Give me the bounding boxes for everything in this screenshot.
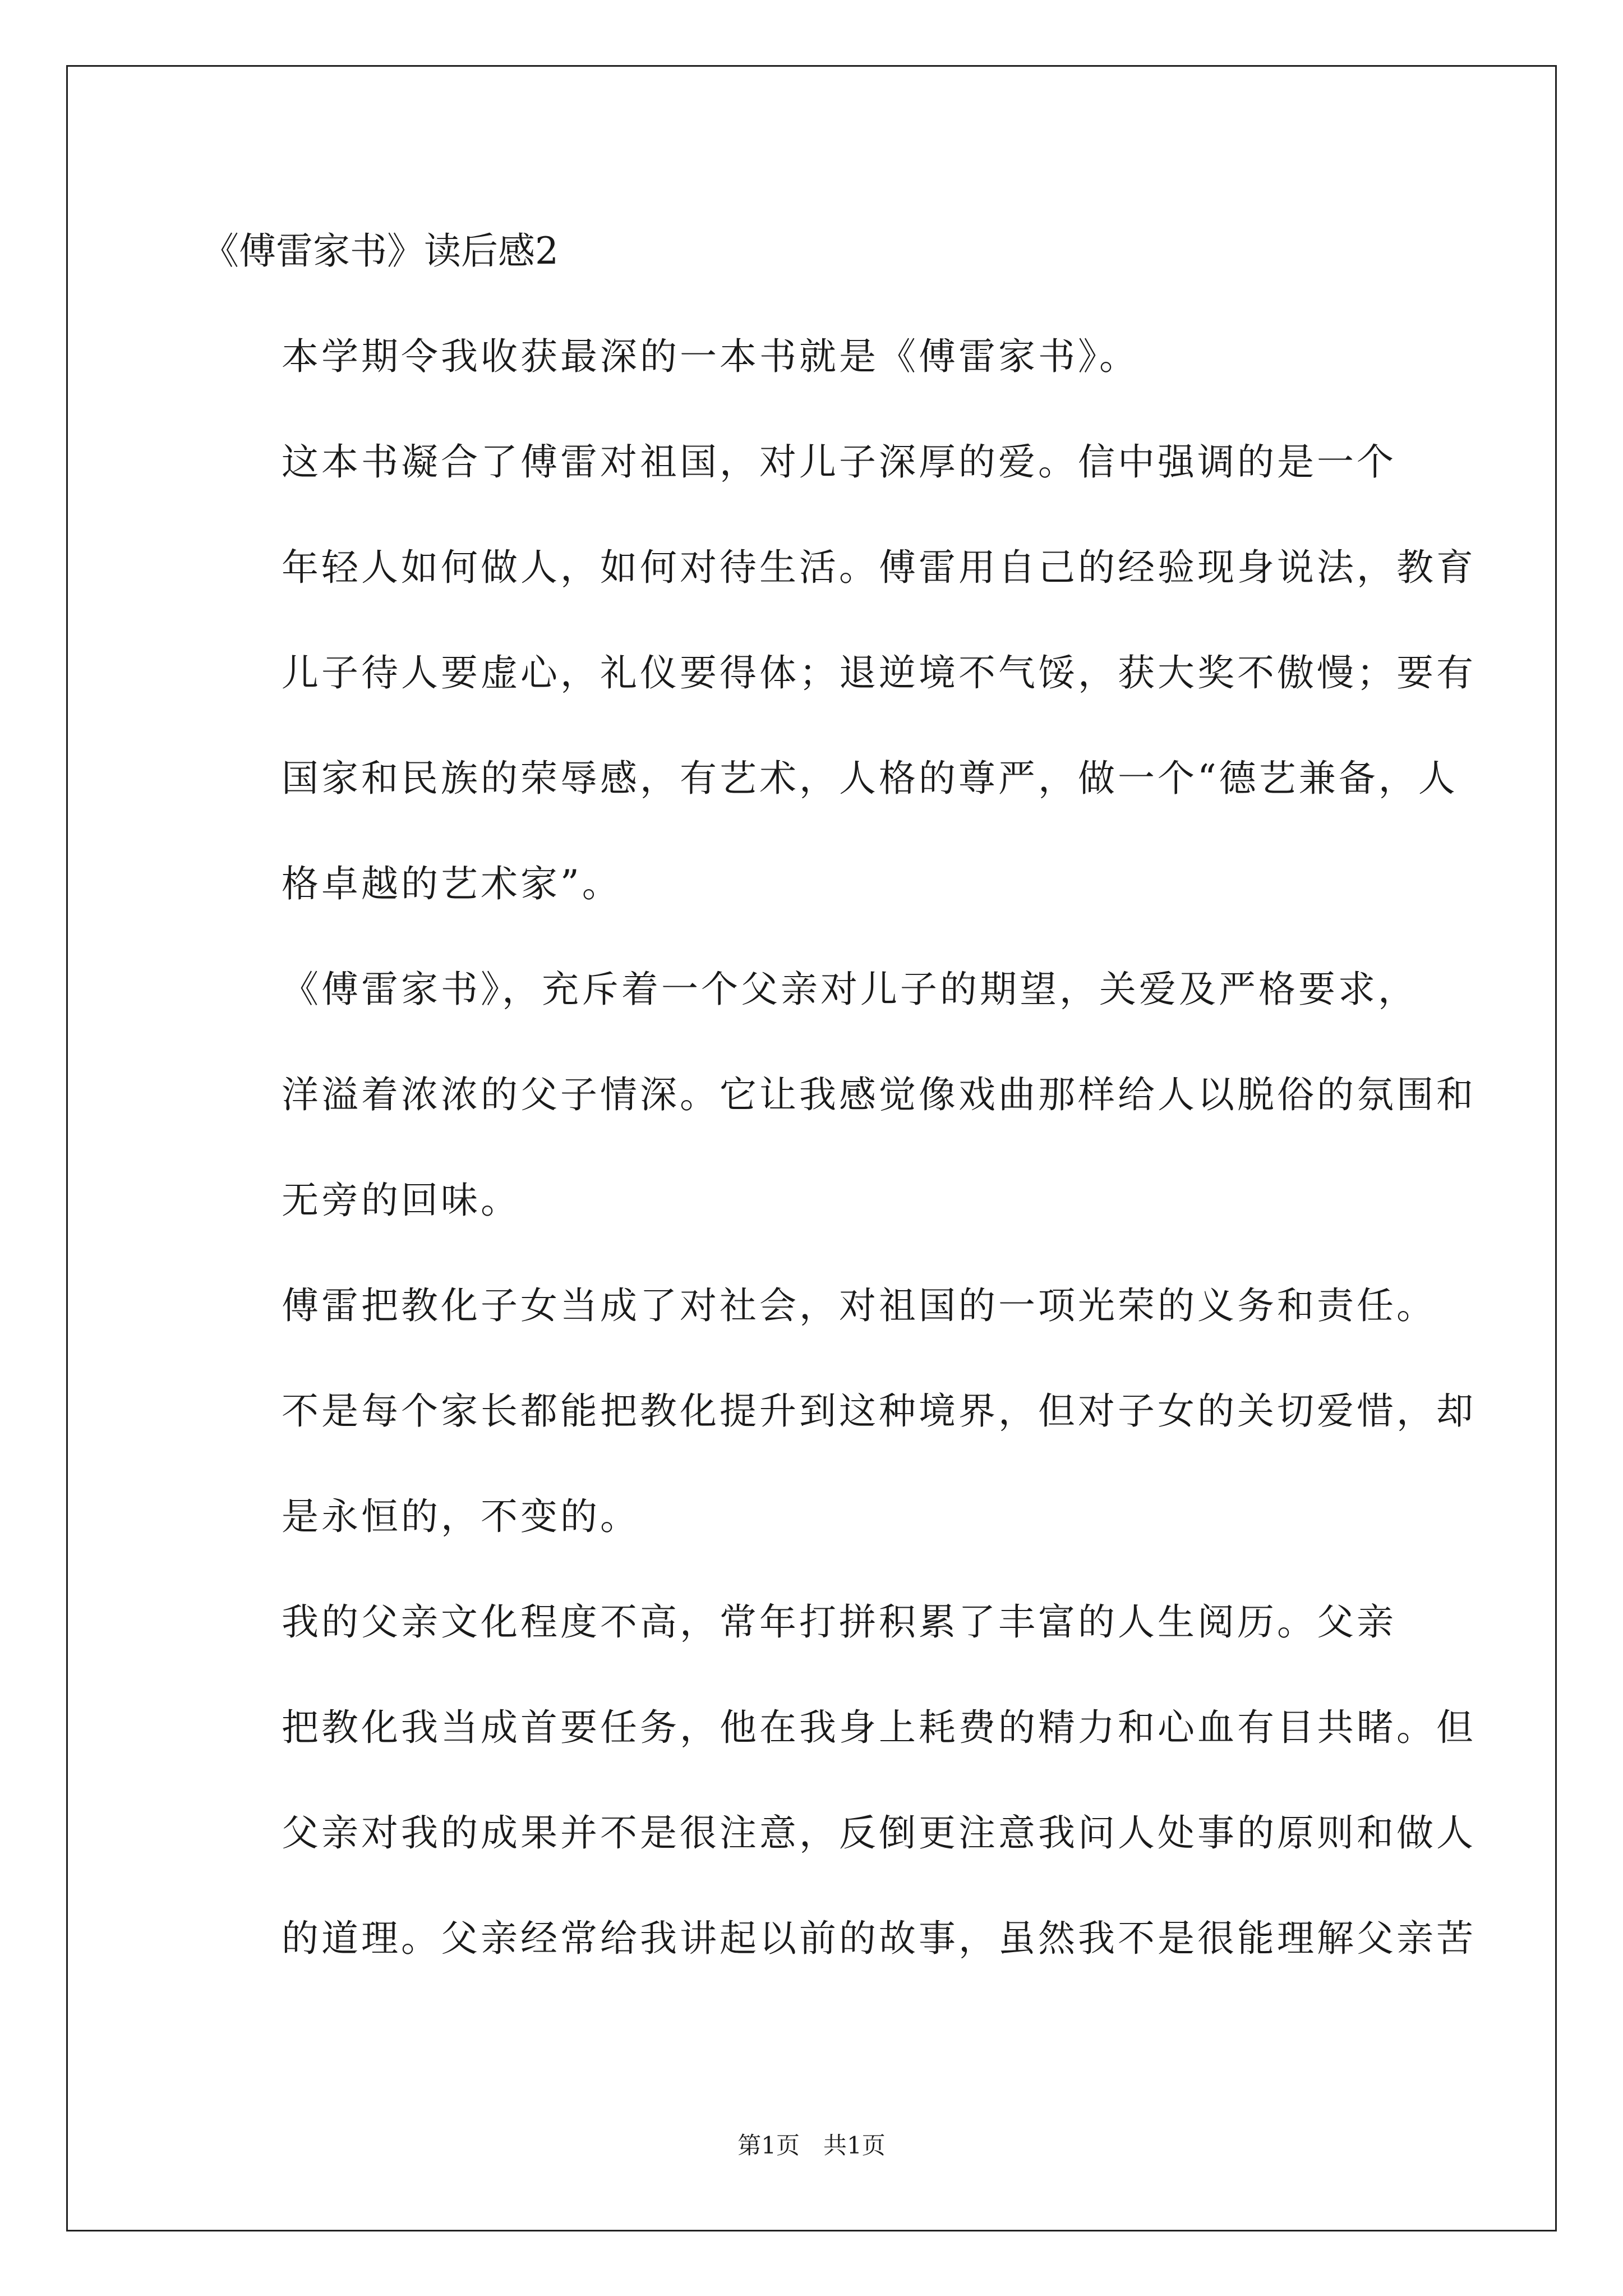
text-line: 国家和民族的荣辱感，有艺术，人格的尊严，做一个“德艺兼备，人 (282, 757, 1458, 800)
text-line: 不是每个家长都能把教化提升到这种境界，但对子女的关切爱惜，却 (282, 1389, 1476, 1433)
document-body (202, 304, 1476, 1991)
text-line: 无旁的回味。 (282, 1179, 520, 1222)
text-line: 格卓越的艺术家”。 (282, 862, 622, 905)
text-line: 这本书凝合了傅雷对祖国，对儿子深厚的爱。信中强调的是一个 (282, 440, 1396, 484)
paragraph (202, 409, 1476, 937)
text-line: 儿子待人要虚心，礼仪要得体；退逆境不气馁，获大奖不傲慢；要有 (282, 651, 1476, 694)
text-line: 的道理。父亲经常给我讲起以前的故事，虽然我不是很能理解父亲苦 (282, 1917, 1476, 1960)
paragraph (202, 937, 1476, 1253)
paragraph (202, 1253, 1476, 1570)
text-line: 傅雷把教化子女当成了对社会，对祖国的一项光荣的义务和责任。 (282, 1284, 1436, 1327)
document-title: 《傅雷家书》读后感2 (202, 229, 559, 273)
text-line: 洋溢着浓浓的父子情深。它让我感觉像戏曲那样给人以脱俗的氛围和 (282, 1073, 1476, 1116)
text-line: 把教化我当成首要任务，他在我身上耗费的精力和心血有目共睹。但 (282, 1706, 1476, 1749)
text-line: 父亲对我的成果并不是很注意，反倒更注意我问人处事的原则和做人 (282, 1811, 1476, 1855)
paragraph (202, 1570, 1476, 1991)
text-line: 我的父亲文化程度不高，常年打拼积累了丰富的人生阅历。父亲 (282, 1600, 1396, 1644)
text-line: 《傅雷家书》，充斥着一个父亲对儿子的期望，关爱及严格要求， (282, 968, 1418, 1011)
page-number-footer: 第1页 共1页 (737, 2132, 886, 2159)
paragraph (202, 304, 1424, 409)
text-line: 是永恒的，不变的。 (282, 1495, 640, 1538)
text-line: 本学期令我收获最深的一本书就是《傅雷家书》。 (282, 335, 1139, 378)
text-line: 年轻人如何做人，如何对待生活。傅雷用自己的经验现身说法，教育 (282, 546, 1476, 589)
